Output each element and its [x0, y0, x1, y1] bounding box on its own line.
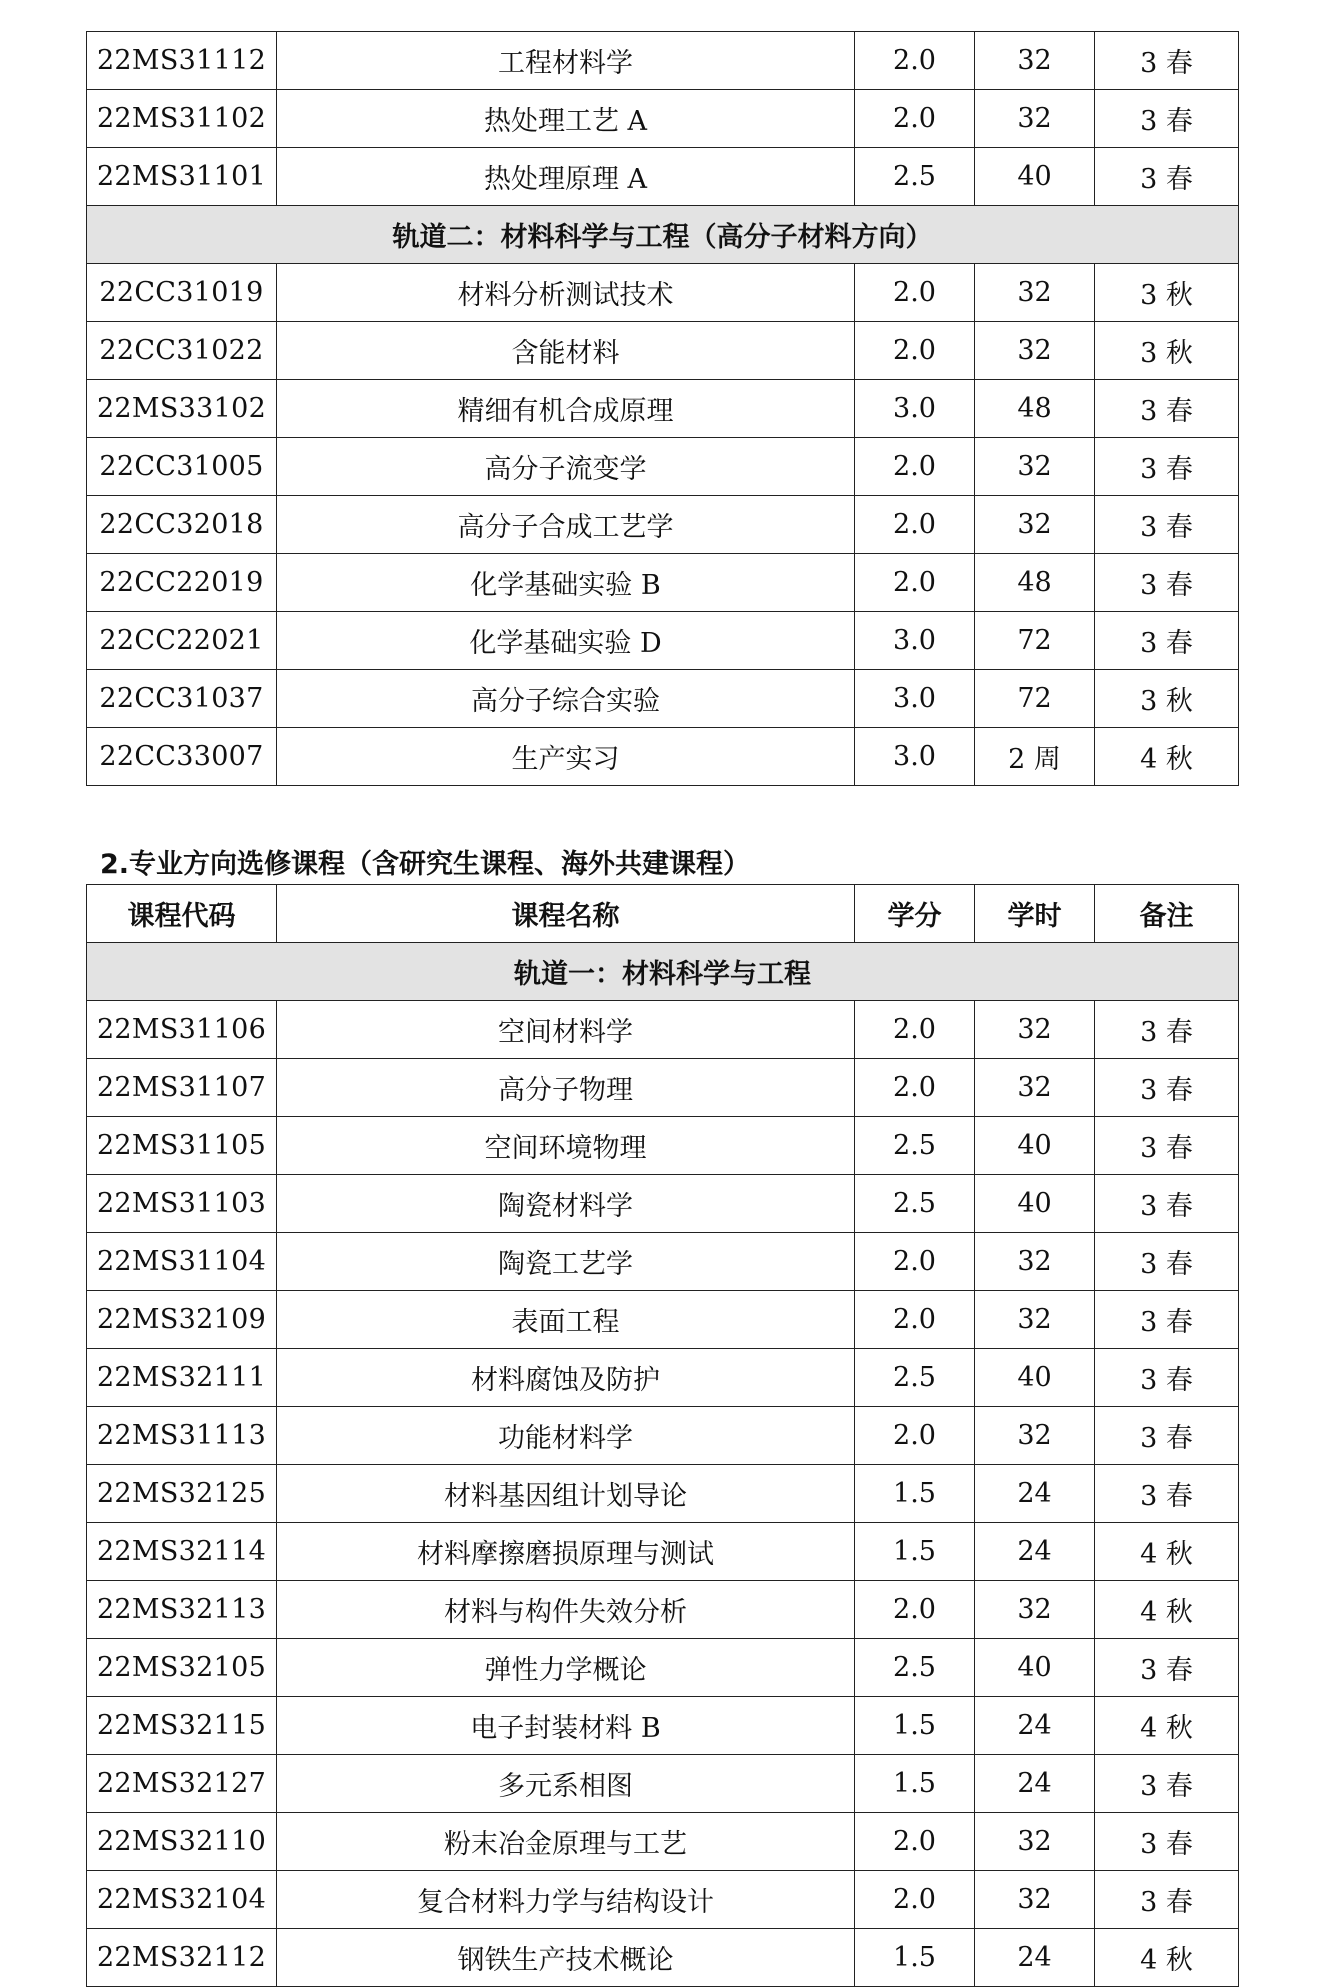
track-row	[87, 943, 1239, 1001]
credits-cell: 1.5	[855, 1697, 975, 1755]
credits-cell: 2.5	[855, 1117, 975, 1175]
course-code-cell: 22CC31019	[87, 264, 277, 322]
table-row	[87, 32, 1239, 90]
note-cell: 3 春	[1095, 1871, 1239, 1929]
course-name-cell: 复合材料力学与结构设计	[277, 1871, 855, 1929]
course-code-cell: 22MS31105	[87, 1117, 277, 1175]
course-code-cell: 22MS32114	[87, 1523, 277, 1581]
table-row	[87, 1813, 1239, 1871]
credits-cell: 2.5	[855, 1349, 975, 1407]
credits-cell: 2.0	[855, 32, 975, 90]
hours-cell: 32	[975, 90, 1095, 148]
hours-cell: 72	[975, 670, 1095, 728]
credits-cell: 2.0	[855, 1813, 975, 1871]
credits-cell: 2.0	[855, 1291, 975, 1349]
course-name-cell: 空间材料学	[277, 1001, 855, 1059]
table-row	[87, 728, 1239, 786]
hours-cell: 32	[975, 322, 1095, 380]
table-row	[87, 1697, 1239, 1755]
credits-cell: 3.0	[855, 670, 975, 728]
hours-cell: 40	[975, 148, 1095, 206]
section-heading: 2.专业方向选修课程（含研究生课程、海外共建课程）	[100, 849, 751, 880]
hours-cell: 32	[975, 1407, 1095, 1465]
table-row	[87, 90, 1239, 148]
table-row	[87, 322, 1239, 380]
note-cell: 3 秋	[1095, 264, 1239, 322]
track-title: 轨道二：材料科学与工程（高分子材料方向）	[87, 206, 1239, 264]
credits-cell: 2.5	[855, 1639, 975, 1697]
hours-cell: 24	[975, 1929, 1095, 1987]
credits-cell: 3.0	[855, 612, 975, 670]
credits-cell: 2.0	[855, 496, 975, 554]
hours-cell: 32	[975, 264, 1095, 322]
course-name-cell: 材料基因组计划导论	[277, 1465, 855, 1523]
hours-cell: 32	[975, 1233, 1095, 1291]
table-row	[87, 1407, 1239, 1465]
hours-cell: 40	[975, 1175, 1095, 1233]
table-row	[87, 1755, 1239, 1813]
course-code-cell: 22MS32111	[87, 1349, 277, 1407]
course-name-cell: 陶瓷材料学	[277, 1175, 855, 1233]
credits-cell: 1.5	[855, 1755, 975, 1813]
course-code-cell: 22MS33102	[87, 380, 277, 438]
table-row	[87, 670, 1239, 728]
hours-cell: 48	[975, 380, 1095, 438]
course-name-cell: 高分子流变学	[277, 438, 855, 496]
note-cell: 3 春	[1095, 32, 1239, 90]
table-row	[87, 496, 1239, 554]
note-cell: 3 春	[1095, 1755, 1239, 1813]
course-code-cell: 22MS32104	[87, 1871, 277, 1929]
hours-cell: 32	[975, 1871, 1095, 1929]
hours-cell: 32	[975, 438, 1095, 496]
credits-cell: 2.0	[855, 1001, 975, 1059]
course-code-cell: 22MS32109	[87, 1291, 277, 1349]
course-name-cell: 高分子合成工艺学	[277, 496, 855, 554]
course-name-cell: 生产实习	[277, 728, 855, 786]
hours-cell: 24	[975, 1697, 1095, 1755]
note-cell: 3 秋	[1095, 322, 1239, 380]
table-row	[87, 1059, 1239, 1117]
header-course-name: 课程名称	[277, 885, 855, 943]
table-header-row	[87, 885, 1239, 943]
course-code-cell: 22MS31103	[87, 1175, 277, 1233]
note-cell: 3 春	[1095, 380, 1239, 438]
note-cell: 3 秋	[1095, 670, 1239, 728]
note-cell: 3 春	[1095, 1117, 1239, 1175]
course-table-continued-body	[87, 32, 1239, 786]
course-code-cell: 22MS32125	[87, 1465, 277, 1523]
table-row	[87, 1871, 1239, 1929]
credits-cell: 2.0	[855, 264, 975, 322]
course-code-cell: 22MS31113	[87, 1407, 277, 1465]
table-row	[87, 438, 1239, 496]
course-name-cell: 表面工程	[277, 1291, 855, 1349]
table-row	[87, 1117, 1239, 1175]
note-cell: 3 春	[1095, 612, 1239, 670]
note-cell: 3 春	[1095, 1407, 1239, 1465]
credits-cell: 2.0	[855, 1871, 975, 1929]
course-code-cell: 22MS32112	[87, 1929, 277, 1987]
course-code-cell: 22MS32113	[87, 1581, 277, 1639]
table-row	[87, 1581, 1239, 1639]
credits-cell: 2.5	[855, 1175, 975, 1233]
course-code-cell: 22MS31106	[87, 1001, 277, 1059]
course-name-cell: 高分子综合实验	[277, 670, 855, 728]
course-name-cell: 陶瓷工艺学	[277, 1233, 855, 1291]
course-name-cell: 钢铁生产技术概论	[277, 1929, 855, 1987]
table-row	[87, 1001, 1239, 1059]
course-table-continued	[86, 31, 1239, 786]
credits-cell: 2.0	[855, 554, 975, 612]
header-course-code: 课程代码	[87, 885, 277, 943]
note-cell: 3 春	[1095, 1001, 1239, 1059]
table-row	[87, 1175, 1239, 1233]
table-row	[87, 264, 1239, 322]
table-row	[87, 1233, 1239, 1291]
note-cell: 3 春	[1095, 1291, 1239, 1349]
course-name-cell: 弹性力学概论	[277, 1639, 855, 1697]
credits-cell: 2.0	[855, 1233, 975, 1291]
note-cell: 3 春	[1095, 554, 1239, 612]
course-name-cell: 材料分析测试技术	[277, 264, 855, 322]
course-name-cell: 材料摩擦磨损原理与测试	[277, 1523, 855, 1581]
credits-cell: 1.5	[855, 1929, 975, 1987]
note-cell: 3 春	[1095, 1059, 1239, 1117]
note-cell: 3 春	[1095, 148, 1239, 206]
course-code-cell: 22MS31112	[87, 32, 277, 90]
hours-cell: 72	[975, 612, 1095, 670]
hours-cell: 32	[975, 1001, 1095, 1059]
header-note: 备注	[1095, 885, 1239, 943]
hours-cell: 48	[975, 554, 1095, 612]
course-code-cell: 22CC31022	[87, 322, 277, 380]
note-cell: 4 秋	[1095, 728, 1239, 786]
course-name-cell: 热处理工艺 A	[277, 90, 855, 148]
course-code-cell: 22CC22019	[87, 554, 277, 612]
credits-cell: 2.0	[855, 1407, 975, 1465]
credits-cell: 2.0	[855, 1581, 975, 1639]
note-cell: 3 春	[1095, 1465, 1239, 1523]
hours-cell: 24	[975, 1755, 1095, 1813]
note-cell: 4 秋	[1095, 1581, 1239, 1639]
course-name-cell: 含能材料	[277, 322, 855, 380]
note-cell: 4 秋	[1095, 1929, 1239, 1987]
course-name-cell: 精细有机合成原理	[277, 380, 855, 438]
course-name-cell: 多元系相图	[277, 1755, 855, 1813]
course-code-cell: 22MS31107	[87, 1059, 277, 1117]
course-name-cell: 热处理原理 A	[277, 148, 855, 206]
elective-course-table	[86, 884, 1239, 1987]
hours-cell: 32	[975, 1059, 1095, 1117]
credits-cell: 1.5	[855, 1465, 975, 1523]
track-row	[87, 206, 1239, 264]
course-code-cell: 22MS31104	[87, 1233, 277, 1291]
course-code-cell: 22MS31102	[87, 90, 277, 148]
table-row	[87, 554, 1239, 612]
elective-course-table-body	[87, 943, 1239, 1987]
note-cell: 3 春	[1095, 1233, 1239, 1291]
hours-cell: 32	[975, 1291, 1095, 1349]
course-name-cell: 粉末冶金原理与工艺	[277, 1813, 855, 1871]
course-name-cell: 化学基础实验 B	[277, 554, 855, 612]
course-code-cell: 22CC33007	[87, 728, 277, 786]
credits-cell: 2.5	[855, 148, 975, 206]
hours-cell: 32	[975, 1813, 1095, 1871]
hours-cell: 32	[975, 496, 1095, 554]
track-title: 轨道一：材料科学与工程	[87, 943, 1239, 1001]
credits-cell: 3.0	[855, 728, 975, 786]
course-code-cell: 22MS32127	[87, 1755, 277, 1813]
course-name-cell: 空间环境物理	[277, 1117, 855, 1175]
credits-cell: 1.5	[855, 1523, 975, 1581]
hours-cell: 32	[975, 1581, 1095, 1639]
hours-cell: 24	[975, 1465, 1095, 1523]
note-cell: 3 春	[1095, 1175, 1239, 1233]
table-row	[87, 148, 1239, 206]
course-name-cell: 工程材料学	[277, 32, 855, 90]
table-row	[87, 1639, 1239, 1697]
course-code-cell: 22MS31101	[87, 148, 277, 206]
course-code-cell: 22CC22021	[87, 612, 277, 670]
table-row	[87, 612, 1239, 670]
hours-cell: 40	[975, 1639, 1095, 1697]
credits-cell: 2.0	[855, 438, 975, 496]
table-row	[87, 1349, 1239, 1407]
course-code-cell: 22MS32105	[87, 1639, 277, 1697]
table-row	[87, 1465, 1239, 1523]
note-cell: 3 春	[1095, 90, 1239, 148]
course-code-cell: 22CC31037	[87, 670, 277, 728]
credits-cell: 2.0	[855, 322, 975, 380]
note-cell: 4 秋	[1095, 1523, 1239, 1581]
course-code-cell: 22MS32110	[87, 1813, 277, 1871]
table-row	[87, 1523, 1239, 1581]
course-name-cell: 材料腐蚀及防护	[277, 1349, 855, 1407]
credits-cell: 3.0	[855, 380, 975, 438]
note-cell: 3 春	[1095, 1639, 1239, 1697]
note-cell: 3 春	[1095, 1349, 1239, 1407]
table-row	[87, 1929, 1239, 1987]
course-name-cell: 高分子物理	[277, 1059, 855, 1117]
course-name-cell: 电子封装材料 B	[277, 1697, 855, 1755]
course-code-cell: 22MS32115	[87, 1697, 277, 1755]
header-hours: 学时	[975, 885, 1095, 943]
course-name-cell: 材料与构件失效分析	[277, 1581, 855, 1639]
course-code-cell: 22CC32018	[87, 496, 277, 554]
note-cell: 3 春	[1095, 438, 1239, 496]
header-credits: 学分	[855, 885, 975, 943]
table-row	[87, 1291, 1239, 1349]
note-cell: 3 春	[1095, 1813, 1239, 1871]
course-name-cell: 功能材料学	[277, 1407, 855, 1465]
hours-cell: 40	[975, 1349, 1095, 1407]
hours-cell: 32	[975, 32, 1095, 90]
hours-cell: 24	[975, 1523, 1095, 1581]
note-cell: 3 春	[1095, 496, 1239, 554]
hours-cell: 40	[975, 1117, 1095, 1175]
credits-cell: 2.0	[855, 1059, 975, 1117]
course-code-cell: 22CC31005	[87, 438, 277, 496]
hours-cell: 2 周	[975, 728, 1095, 786]
note-cell: 4 秋	[1095, 1697, 1239, 1755]
table-row	[87, 380, 1239, 438]
credits-cell: 2.0	[855, 90, 975, 148]
course-name-cell: 化学基础实验 D	[277, 612, 855, 670]
